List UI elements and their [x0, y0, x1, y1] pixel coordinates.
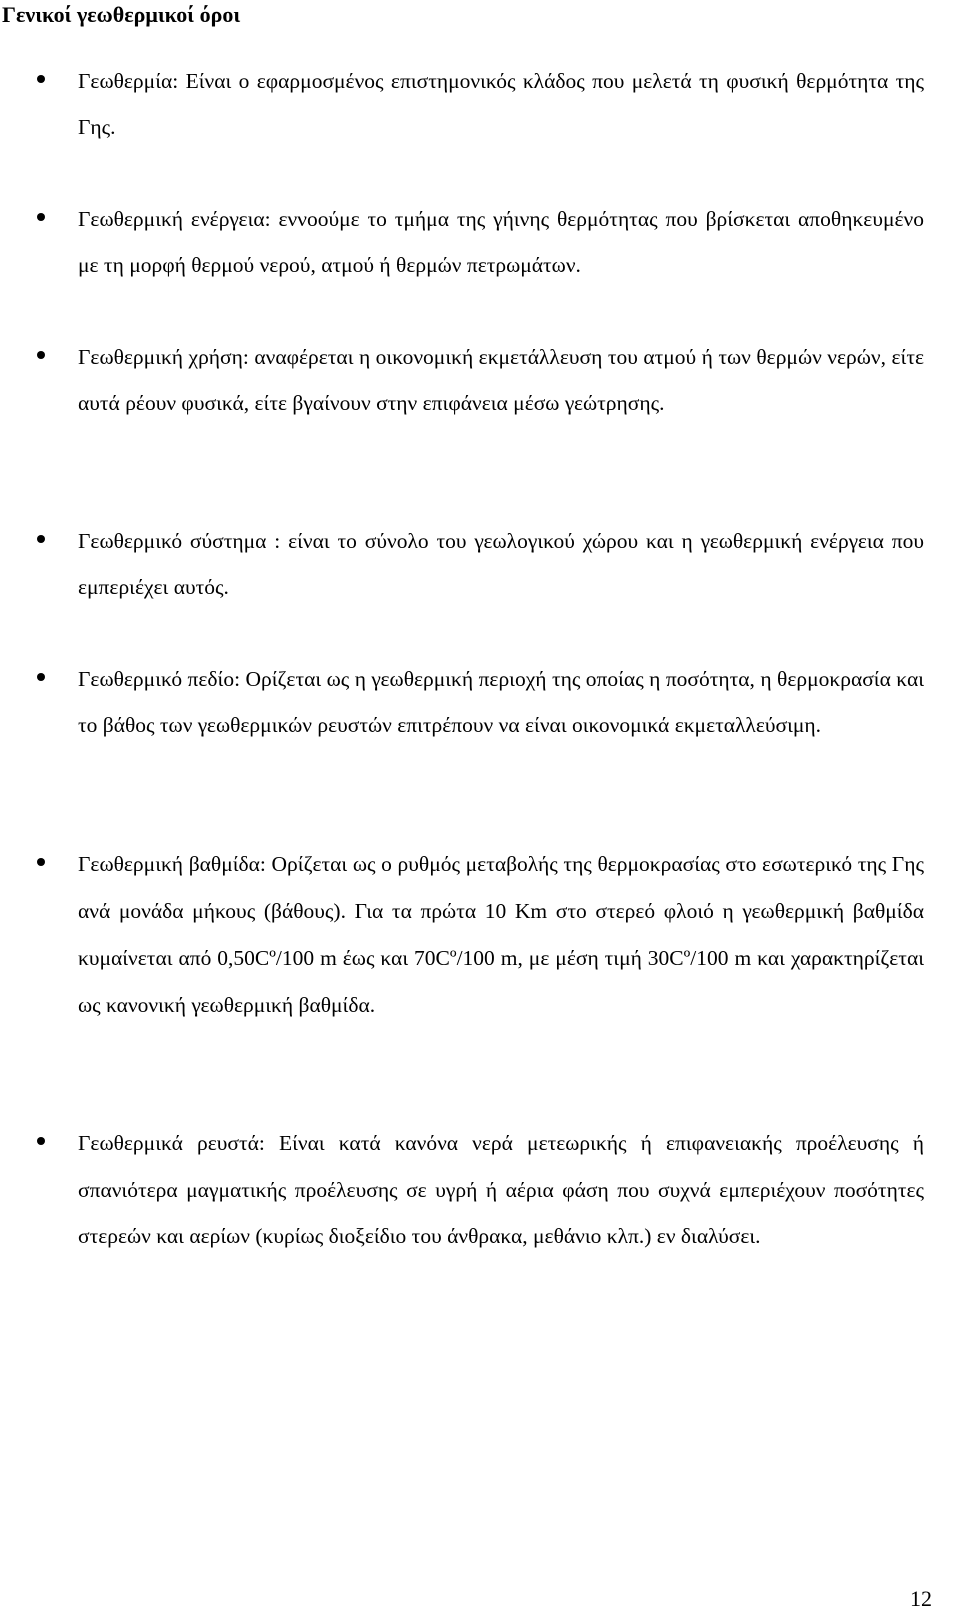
page-title: Γενικοί γεωθερμικοί όροι [2, 2, 241, 27]
page-number: 12 [910, 1586, 932, 1611]
bullet-icon [37, 351, 45, 359]
term-text: Γεωθερμικό πεδίο: Ορίζεται ως η γεωθερμική περιοχή της οποίας η ποσότητα, η θερμοκρασία και το βάθος των γεωθερμικών ρευστών επιτρέπουν να είναι οικονομικά εκμεταλλεύσιμη. [78, 667, 924, 737]
bullet-icon [37, 858, 45, 866]
term-text: Γεωθερμική βαθμίδα: Ορίζεται ως ο ρυθμός μεταβολής της θερμοκρασίας στο εσωτερικό της Γης ανά μονάδα μήκους (βάθους). Για τα πρώτα 10 Km στο στερεό φλοιό η γεωθερμική βαθμίδα κυμαίνεται από 0,50Cº/100 m έως και 70Cº/100 m, με μέση τιμή 30Cº/100 m και χαρακτηρίζεται ως κανονική γεωθερμική βαθμίδα. [78, 852, 924, 1017]
term-text: Γεωθερμικό σύστημα : είναι το σύνολο του γεωλογικού χώρου και η γεωθερμική ενέργεια που εμπεριέχει αυτός. [78, 529, 924, 599]
term-text: Γεωθερμική ενέργεια: εννοούμε το τμήμα της γήινης θερμότητας που βρίσκεται αποθηκευμένο με τη μορφή θερμού νερού, ατμού ή θερμών πετρωμάτων. [78, 207, 924, 277]
term-text: Γεωθερμικά ρευστά: Είναι κατά κανόνα νερά μετεωρικής ή επιφανειακής προέλευσης ή σπανιότερα μαγματικής προέλευσης σε υγρή ή αέρια φάση που συχνά εμπεριέχουν ποσότητες στερεών και αερίων (κυρίως διοξείδιο του άνθρακα, μεθάνιο κλπ.) εν διαλύσει. [78, 1131, 924, 1248]
bullet-icon [37, 75, 45, 83]
term-text: Γεωθερμική χρήση: αναφέρεται η οικονομική εκμετάλλευση του ατμού ή των θερμών νερών, είτε αυτά ρέουν φυσικά, είτε βγαίνουν στην επιφάνεια μέσω γεώτρησης. [78, 345, 924, 415]
term-text: Γεωθερμία: Είναι ο εφαρμοσμένος επιστημονικός κλάδος που μελετά τη φυσική θερμότητα της Γης. [78, 69, 924, 139]
bullet-icon [37, 213, 45, 221]
bullet-icon [37, 1137, 45, 1145]
bullet-icon [37, 673, 45, 681]
bullet-icon [37, 535, 45, 543]
